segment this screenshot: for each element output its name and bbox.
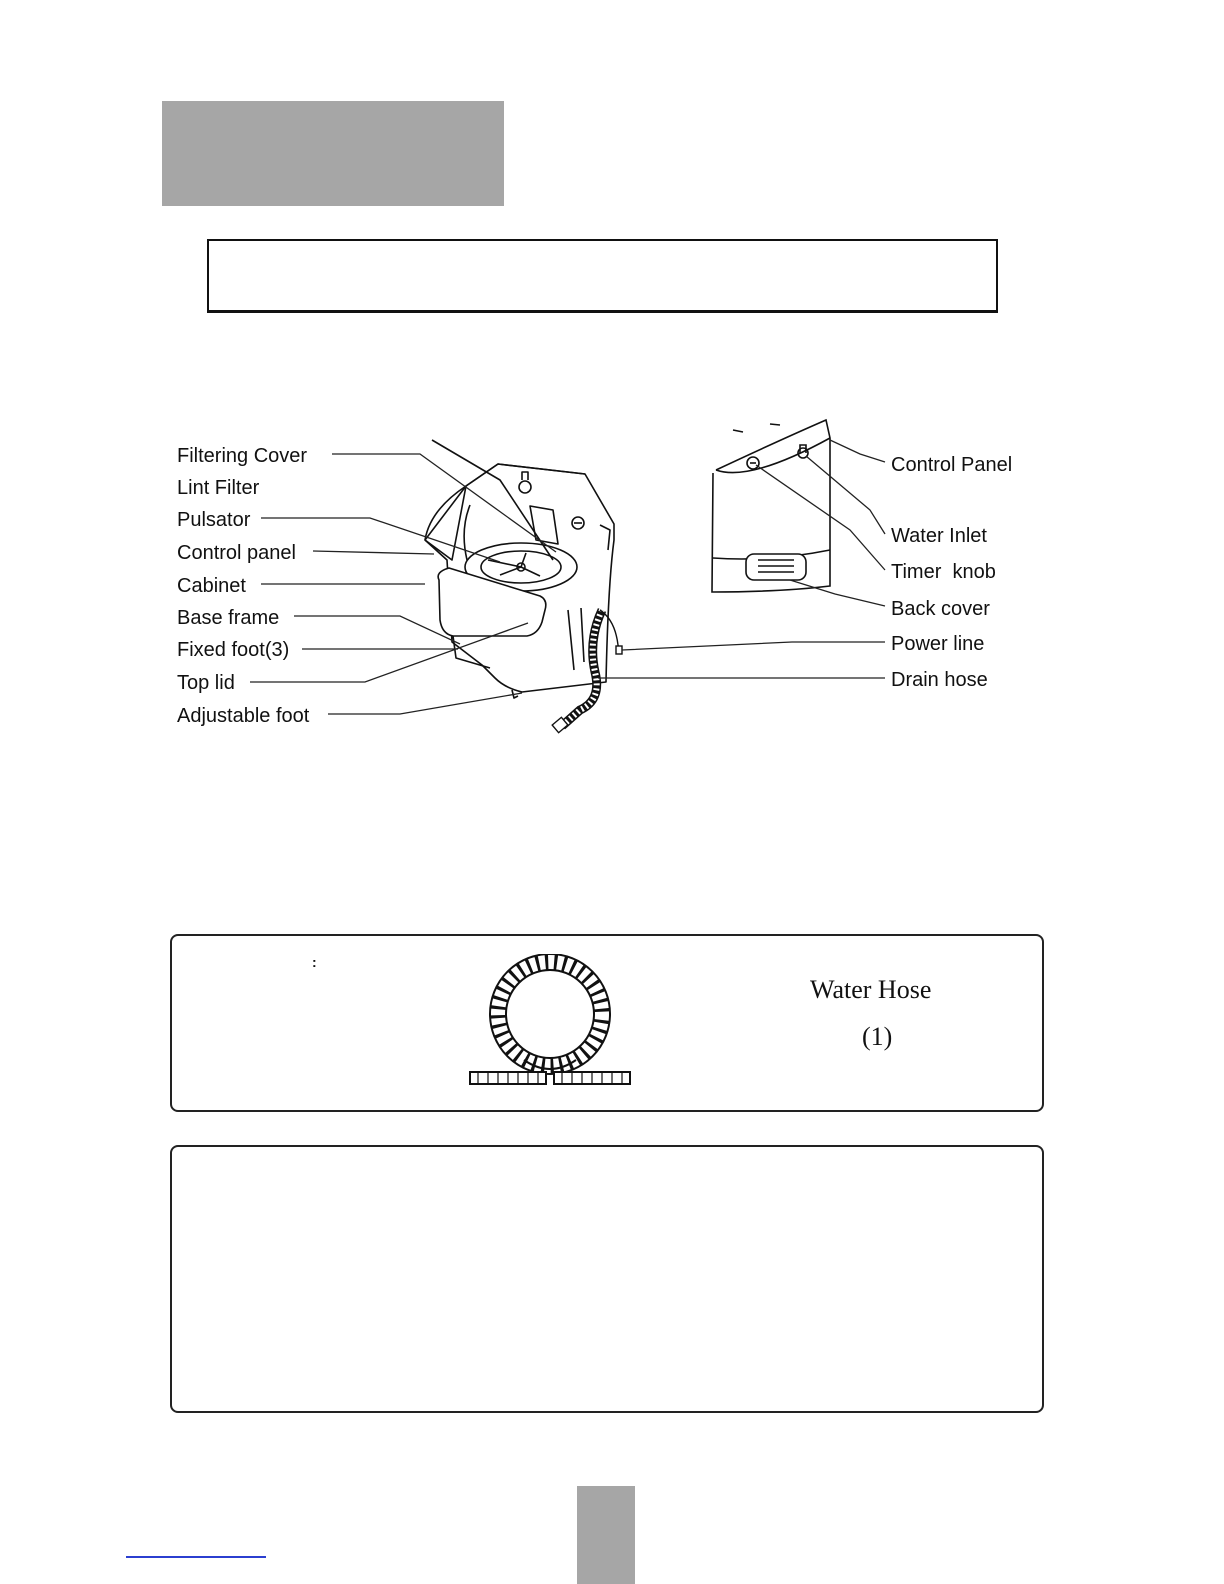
title-box	[207, 239, 998, 313]
footer-link-underline[interactable]	[126, 1556, 266, 1558]
label-control-panel-back: Control Panel	[891, 454, 1013, 476]
water-hose-quantity: (1)	[862, 1022, 893, 1051]
page-number-tab	[577, 1486, 635, 1584]
label-power-line: Power line	[891, 633, 985, 655]
notes-box	[170, 1145, 1044, 1413]
label-back-cover: Back cover	[891, 598, 990, 620]
label-filtering-cover: Filtering Cover	[177, 445, 308, 467]
accessories-colon: :	[312, 954, 317, 970]
label-fixed-foot: Fixed foot(3)	[177, 639, 290, 661]
water-hose-icon	[466, 954, 636, 1090]
label-top-lid: Top lid	[177, 672, 235, 694]
label-control-panel: Control panel	[177, 542, 296, 564]
label-cabinet: Cabinet	[177, 575, 246, 597]
label-adjustable-foot: Adjustable foot	[177, 705, 310, 727]
label-base-frame: Base frame	[177, 607, 280, 629]
back-panel-illustration	[712, 420, 830, 592]
label-timer-knob: Timer knob	[891, 561, 996, 583]
water-hose-label: Water Hose	[810, 975, 932, 1004]
label-lint-filter: Lint Filter	[177, 477, 260, 499]
section-header-block	[162, 101, 504, 206]
label-pulsator: Pulsator	[177, 509, 251, 531]
label-water-inlet: Water Inlet	[891, 525, 987, 547]
parts-diagram	[170, 410, 1050, 750]
label-drain-hose: Drain hose	[891, 669, 988, 691]
